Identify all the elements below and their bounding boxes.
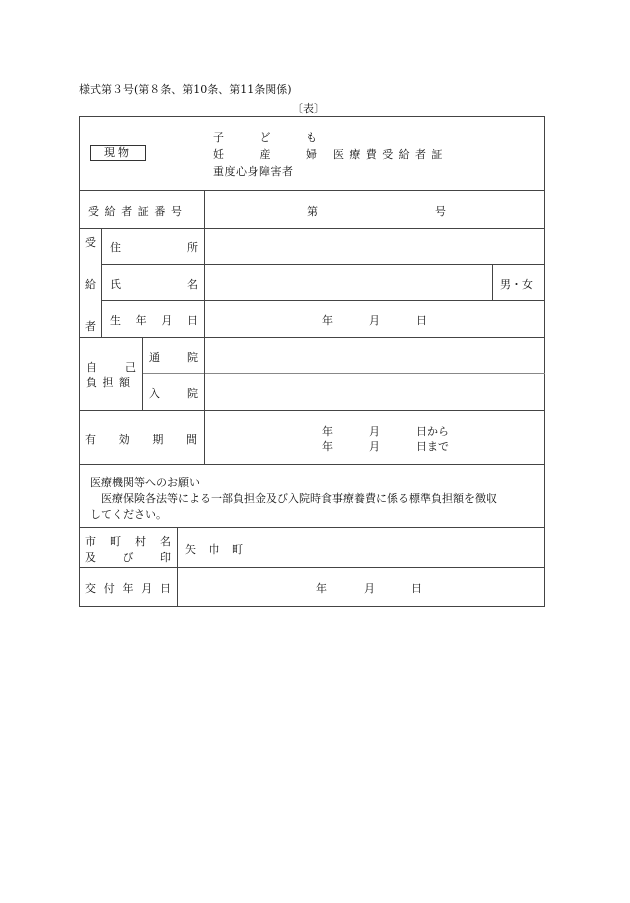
inpatient-field[interactable]	[206, 375, 543, 409]
validity-from-day: 日から	[416, 425, 449, 438]
title-line-pregnant: 妊 産 婦	[213, 148, 317, 161]
validity-from-month: 月	[369, 425, 380, 438]
issue-date-year: 年	[316, 582, 327, 595]
address-field[interactable]	[206, 230, 543, 263]
sex-options[interactable]: 男・女	[500, 278, 533, 291]
genbutsu-stamp-box: 現物	[90, 145, 146, 161]
validity-to-year: 年	[322, 440, 333, 453]
self-burden-label-bottom: 負担額	[86, 376, 136, 389]
issue-date-label: 交 付 年 月 日	[85, 582, 171, 595]
request-body-line-2: してください。	[90, 508, 167, 521]
issue-date-day: 日	[411, 582, 422, 595]
cert-number-label: 受給者証番号	[88, 205, 188, 218]
title-line-child: 子 ど も	[213, 131, 317, 144]
name-label: 氏 名	[110, 278, 198, 291]
form-number-caption: 様式第３号(第８条、第10条、第11条関係)	[79, 83, 292, 96]
title-main: 医療費受給者証	[333, 148, 448, 161]
self-burden-label-top: 自 己	[86, 361, 136, 374]
outpatient-label: 通 院	[149, 351, 198, 364]
inpatient-label: 入 院	[149, 387, 198, 400]
validity-label: 有 効 期 間	[85, 433, 197, 446]
birth-date-year: 年	[322, 314, 333, 327]
outpatient-field[interactable]	[206, 339, 543, 372]
recipient-group-char-2: 給	[85, 278, 96, 291]
title-line-disabled: 重度心身障害者	[213, 165, 294, 178]
validity-from-year: 年	[322, 425, 333, 438]
cert-number-suffix: 号	[435, 205, 446, 218]
validity-to-day: 日まで	[416, 440, 449, 453]
birth-date-label: 生 年 月 日	[110, 314, 198, 327]
validity-to-month: 月	[369, 440, 380, 453]
recipient-group-char-1: 受	[85, 236, 96, 249]
request-body-line-1: 医療保険各法等による一部負担金及び入院時食事療養費に係る標準負担額を徴収	[101, 492, 497, 505]
municipality-label-line-2: 及 び 印	[85, 551, 171, 564]
birth-date-month: 月	[369, 314, 380, 327]
request-title: 医療機関等へのお願い	[90, 476, 200, 489]
front-side-caption: 〔表〕	[292, 102, 325, 115]
cert-number-prefix: 第	[307, 205, 318, 218]
name-field[interactable]	[206, 266, 491, 299]
municipality-value: 矢 巾 町	[185, 543, 243, 556]
municipality-label-line-1: 市 町 村 名	[85, 535, 171, 548]
birth-date-day: 日	[416, 314, 427, 327]
address-label: 住 所	[110, 241, 198, 254]
recipient-group-char-3: 者	[85, 320, 96, 333]
issue-date-month: 月	[364, 582, 375, 595]
